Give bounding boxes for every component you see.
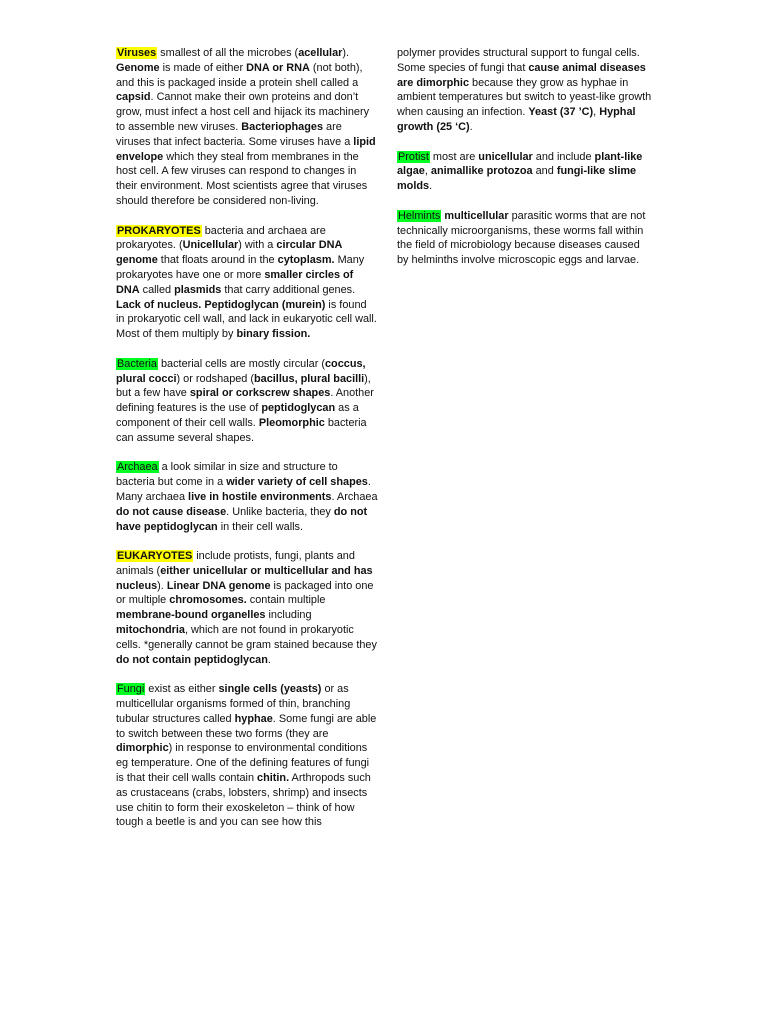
eukaryotes-text: either unicellular or multicellular and has nucleus <box>116 564 373 592</box>
protist-text: most are <box>429 150 479 163</box>
eukaryotes-text: do not contain peptidoglycan <box>116 653 268 666</box>
prokaryotes-text: ) with a <box>238 239 277 252</box>
bacteria-text: coccus, plural cocci <box>116 357 366 385</box>
fungi-continued-text: , <box>593 106 600 119</box>
archaea-text: . Archaea <box>331 490 378 503</box>
archaea-text: in their cell walls. <box>217 520 304 533</box>
helmints-heading: Helmints <box>398 209 441 222</box>
viruses-text: which they steal from membranes in the host cell. A few viruses can respond to changes in their environment. Most scientists agree that viruses should therefore be considered non-living. <box>116 150 368 207</box>
prokaryotes-text: cytoplasm. <box>277 254 335 267</box>
paragraph-fungi <box>116 682 378 830</box>
bacteria-text: bacillus, plural bacilli <box>254 372 365 385</box>
paragraph-eukaryotes <box>116 549 378 667</box>
prokaryotes-text: Unicellular <box>182 239 239 252</box>
right-column <box>397 46 653 283</box>
paragraph-prokaryotes <box>116 224 378 342</box>
viruses-text: ). <box>342 47 350 59</box>
viruses-text: DNA or RNA <box>246 61 310 74</box>
eukaryotes-text: contain multiple <box>246 594 326 607</box>
fungi-continued-text: polymer provides structural support to fungal cells. Some species of fungi that <box>397 47 640 74</box>
bacteria-text: . Another defining features is the use of <box>116 387 374 415</box>
archaea-text: do not have peptidoglycan <box>116 505 368 533</box>
prokaryotes-text: called <box>139 283 175 296</box>
prokaryotes-text: bacteria and archaea are prokaryotes. ( <box>116 224 326 252</box>
fungi-continued-text: because they grow as hyphae in ambient temperatures but switch to yeast-like growth when causing an infection. <box>397 76 652 119</box>
archaea-text: . Unlike bacteria, they <box>226 505 334 518</box>
fungi-continued-text: cause animal diseases are dimorphic <box>397 61 646 89</box>
fungi-heading: Fungi <box>117 683 145 696</box>
paragraph-helmints <box>397 209 653 268</box>
archaea-text: a look similar in size and structure to bacteria but come in a <box>116 461 338 489</box>
archaea-text: live in hostile environments <box>188 490 332 503</box>
fungi-continued-text: Hyphal growth (25 ‘C) <box>397 106 636 133</box>
eukaryotes-text: is packaged into one or multiple <box>116 579 374 607</box>
eukaryotes-text: chromosomes. <box>169 594 247 607</box>
paragraph-fungi-continued <box>397 46 653 135</box>
paragraph-archaea <box>116 460 378 534</box>
eukaryotes-text: Linear DNA genome <box>166 579 271 592</box>
viruses-text: is made of either <box>159 61 247 74</box>
left-column <box>116 46 378 845</box>
eukaryotes-heading: EUKARYOTES <box>117 550 193 563</box>
viruses-text: Genome <box>116 61 160 74</box>
prokaryotes-text: binary fission. <box>236 328 311 341</box>
fungi-text: or as multicellular organisms formed of thin, branching tubular structures called <box>116 683 351 725</box>
fungi-text: chitin. <box>257 772 290 785</box>
bacteria-text: spiral or corkscrew shapes <box>189 387 331 400</box>
protist-text: unicellular <box>478 150 533 163</box>
fungi-text: Arthropods such as crustaceans (crabs, lobsters, shrimp) and insects use chitin to form their exoskeleton – think of how tough a beetle is and you can see how this <box>116 772 371 829</box>
eukaryotes-text: , which are not found in prokaryotic cells. *generally cannot be gram stained because they <box>116 624 377 651</box>
viruses-text: (not both), and this is packaged inside a protein shell called a <box>116 61 363 89</box>
prokaryotes-text: plasmids <box>174 283 222 296</box>
viruses-text: smallest of all the microbes ( <box>157 47 299 59</box>
paragraph-viruses <box>116 46 378 209</box>
paragraph-protist <box>397 150 653 194</box>
bacteria-text: ), but a few have <box>116 372 371 400</box>
eukaryotes-text: include protists, fungi, plants and animals ( <box>116 550 355 577</box>
protist-text: animallike protozoa <box>430 165 533 178</box>
eukaryotes-text: mitochondria <box>116 624 185 637</box>
prokaryotes-text: smaller circles of DNA <box>116 268 354 296</box>
archaea-text: . Many archaea <box>116 476 371 503</box>
protist-text: . <box>429 180 433 193</box>
viruses-text: are viruses that infect bacteria. Some viruses have a <box>116 120 354 148</box>
helmints-text: parasitic worms that are not technically microorganisms, these worms fall within the field of microbiology because diseases caused by helminths involve microscopic eggs and larvae. <box>397 209 646 267</box>
bacteria-heading: Bacteria <box>117 357 157 370</box>
fungi-text: dimorphic <box>116 742 169 755</box>
fungi-continued-text: . <box>469 120 473 133</box>
bacteria-text: Pleomorphic <box>258 416 325 429</box>
archaea-heading: Archaea <box>117 461 158 474</box>
prokaryotes-heading: PROKARYOTES <box>117 224 201 237</box>
prokaryotes-text: that floats around in the <box>157 254 278 267</box>
fungi-text: ) in response to environmental conditions eg temperature. One of the defining features of fungi is that their cell walls contain <box>116 742 370 785</box>
viruses-text: acellular <box>298 47 343 59</box>
protist-text: fungi-like slime molds <box>397 165 637 193</box>
prokaryotes-text: that carry additional genes. <box>221 283 356 296</box>
fungi-text: hyphae <box>234 712 273 725</box>
viruses-heading: Viruses <box>117 47 157 59</box>
protist-text: plant-like algae <box>397 150 643 178</box>
protist-heading: Protist <box>398 150 429 163</box>
paragraph-bacteria <box>116 357 378 446</box>
bacteria-text: bacteria can assume several shapes. <box>116 416 367 444</box>
eukaryotes-text: ). <box>157 579 167 592</box>
helmints-text: multicellular <box>444 209 509 222</box>
bacteria-text: peptidoglycan <box>261 402 336 415</box>
eukaryotes-text: membrane-bound organelles <box>116 609 266 622</box>
bacteria-text: ) or rodshaped ( <box>176 372 255 385</box>
protist-text: and <box>532 165 557 178</box>
prokaryotes-text: Lack of nucleus. Peptidoglycan (murein) <box>116 298 326 311</box>
eukaryotes-text: . <box>267 653 271 666</box>
eukaryotes-text: including <box>265 609 312 622</box>
prokaryotes-text: is found in prokaryotic cell wall, and lack in eukaryotic cell wall. Most of them multiply by <box>116 298 377 341</box>
prokaryotes-text: Many prokaryotes have one or more <box>116 254 365 281</box>
archaea-text: wider variety of cell shapes <box>226 476 368 489</box>
protist-text: and include <box>532 150 595 163</box>
protist-text: , <box>424 165 431 178</box>
bacteria-text: as a component of their cell walls. <box>116 402 359 429</box>
archaea-text: do not cause disease <box>116 505 227 518</box>
prokaryotes-text: circular DNA genome <box>116 239 342 267</box>
viruses-text: capsid <box>116 91 151 104</box>
fungi-continued-text: Yeast (37 ’C) <box>528 106 594 119</box>
viruses-text: . Cannot make their own proteins and don’t grow, must infect a host cell and hijack its machinery to assemble new viruses. <box>116 91 370 133</box>
viruses-text: Bacteriophages <box>241 120 324 133</box>
fungi-text: exist as either <box>145 683 219 696</box>
viruses-text: lipid envelope <box>116 135 376 163</box>
bacteria-text: bacterial cells are mostly circular ( <box>157 357 325 370</box>
fungi-text: single cells (yeasts) <box>218 683 322 696</box>
fungi-text: . Some fungi are able to switch between these two forms (they are <box>116 712 377 740</box>
